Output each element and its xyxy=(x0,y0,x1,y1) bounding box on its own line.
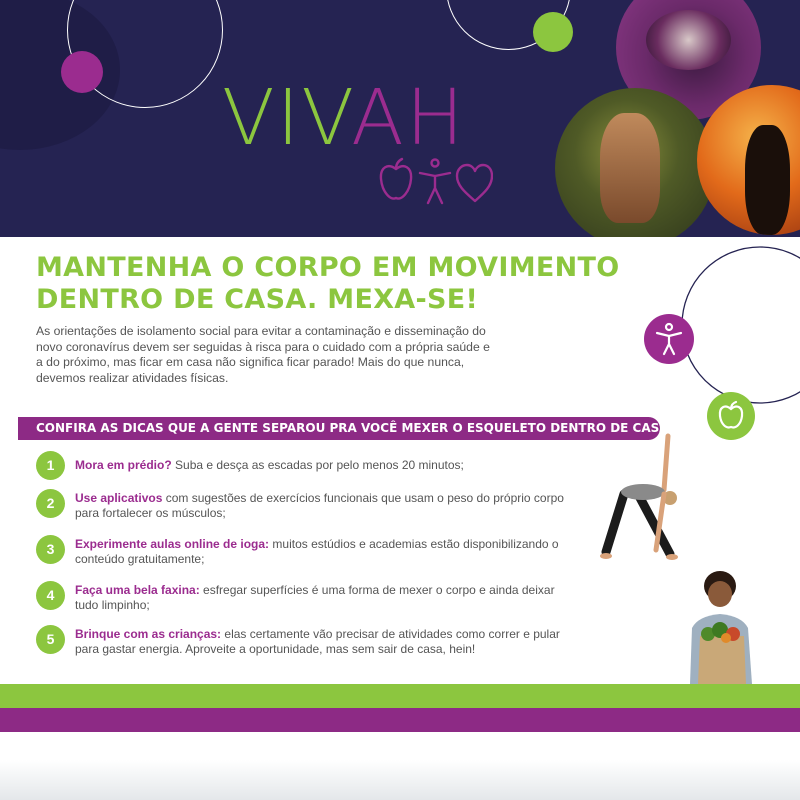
tip-text xyxy=(75,583,575,613)
tip-number: 3 xyxy=(36,535,65,564)
apple-icon xyxy=(707,392,755,440)
footer-stripe-green xyxy=(0,684,800,708)
tip-description: esfregar superfícies é uma forma de mexer o corpo e ainda deixar tudo limpinho; xyxy=(75,583,555,612)
tips-banner xyxy=(18,417,674,440)
runner-silhouette xyxy=(745,125,790,235)
heart-icon xyxy=(457,165,492,201)
hero-banner xyxy=(0,0,800,237)
yoga-woman-illustration xyxy=(598,432,698,562)
logo-part-2: AH xyxy=(351,74,466,163)
apple-icon-badge xyxy=(707,392,755,440)
intro-paragraph: As orientações de isolamento social para evitar a contaminação e disseminação do novo coronavírus devem ser seguidas à risca para o cuidado com a própria saúde e a do próximo, mas ficar em casa não significa ficar parado! Mais do que nunca, devemos realizar atividades físicas. xyxy=(36,324,490,385)
tip-title: Faça uma bela faxina: xyxy=(75,583,200,597)
tip-number: 5 xyxy=(36,625,65,654)
logo-icons xyxy=(378,157,493,205)
footer-landscape xyxy=(0,760,800,800)
fitness-icon-badge xyxy=(644,314,694,364)
food-bowl xyxy=(646,10,731,70)
logo-part-1: VIV xyxy=(222,74,352,163)
apple-icon xyxy=(381,159,411,199)
decor-magenta-dot xyxy=(61,51,103,93)
tip-number: 1 xyxy=(36,451,65,480)
tip-title: Experimente aulas online de ioga: xyxy=(75,537,270,551)
tip-text xyxy=(75,537,575,567)
tip-text xyxy=(75,458,575,473)
tip-number: 2 xyxy=(36,489,65,518)
tips-banner-text: CONFIRA AS DICAS QUE A GENTE SEPAROU PRA VOCÊ MEXER O ESQUELETO DENTRO DE CASA: xyxy=(36,421,674,435)
person-icon xyxy=(644,314,694,364)
tip-title: Use aplicativos xyxy=(75,491,163,505)
decor-green-dot xyxy=(533,12,573,52)
person-icon xyxy=(420,160,450,204)
man-with-groceries-illustration xyxy=(678,568,768,684)
athlete-figure xyxy=(600,113,660,223)
tip-description: elas certamente vão precisar de atividades como correr e pular para gastar energia. Aproveite a oportunidade, mas sem sair de casa, hein! xyxy=(75,627,560,656)
tip-description: Suba e desça as escadas por pelo menos 20 minutos; xyxy=(171,458,464,472)
footer-stripe-purple xyxy=(0,708,800,732)
tip-text xyxy=(75,491,575,521)
tip-text xyxy=(75,627,575,657)
page-headline: MANTENHA O CORPO EM MOVIMENTO DENTRO DE CASA. MEXA-SE! xyxy=(36,252,620,315)
brand-logo xyxy=(222,74,466,163)
tip-description: com sugestões de exercícios funcionais que usam o peso do próprio corpo para fortalecer os músculos; xyxy=(75,491,564,520)
tip-description: muitos estúdios e academias estão disponibilizando o conteúdo gratuitamente; xyxy=(75,537,559,566)
workout-photo xyxy=(555,88,715,237)
tip-number: 4 xyxy=(36,581,65,610)
tip-title: Brinque com as crianças: xyxy=(75,627,222,641)
tip-title: Mora em prédio? xyxy=(75,458,172,472)
